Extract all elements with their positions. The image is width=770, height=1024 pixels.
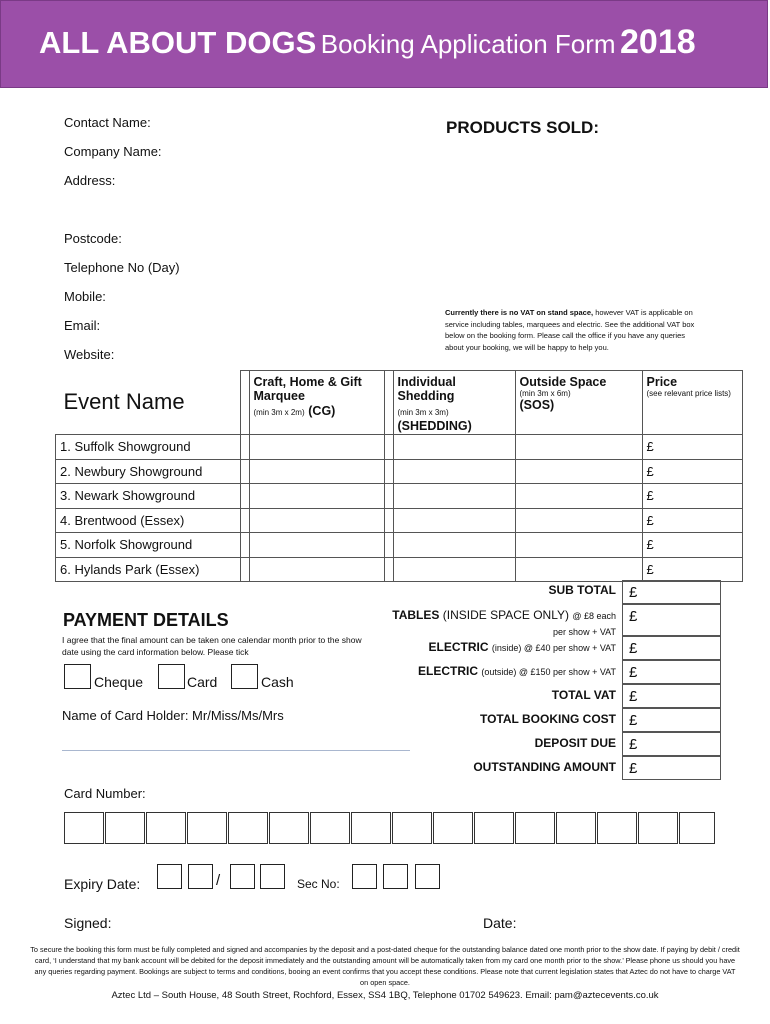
col-price-header [642,371,742,435]
contact-name-label: Contact Name: [64,115,151,130]
price-cell[interactable]: £ [642,435,742,460]
payment-details-heading: PAYMENT DETAILS [63,610,229,630]
tick-cell[interactable] [240,435,249,460]
card-digit-box[interactable] [187,812,227,844]
tick-cell[interactable] [384,459,393,484]
col-craft-code: (CG) [308,404,336,418]
card-digit-box[interactable] [146,812,186,844]
event-row [56,484,743,509]
card-digit-box[interactable] [310,812,350,844]
sub-total-field[interactable]: £ [622,580,721,604]
form-subtitle: Booking Application Form [320,29,616,59]
spacer-cell [240,371,249,435]
signed-label: Signed: [64,915,112,931]
event-name: 6. Hylands Park (Essex) [56,557,241,582]
price-cell[interactable]: £ [642,508,742,533]
tables-per-show: per show + VAT [553,627,616,637]
postcode-label: Postcode: [64,231,122,246]
expiry-digit-box[interactable] [157,864,182,889]
col-price-title: Price [646,375,678,389]
col-craft-size: (min 3m x 2m) [253,408,305,417]
event-name: 2. Newbury Showground [56,459,241,484]
tick-cell[interactable] [240,459,249,484]
total-booking-field[interactable]: £ [622,708,721,732]
total-booking-label [480,712,616,726]
outstanding-field[interactable]: £ [622,756,721,780]
card-holder-label: Name of Card Holder: Mr/Miss/Ms/Mrs [62,708,284,723]
price-cell[interactable]: £ [642,557,742,582]
event-row [56,533,743,558]
col-outside-header [515,371,642,435]
card-digit-box[interactable] [597,812,637,844]
tick-cell[interactable] [384,557,393,582]
tables-bold: TABLES [392,608,440,622]
outstanding-text: OUTSTANDING AMOUNT [473,760,616,774]
company-address: Aztec Ltd – South House, 48 South Street, Rochford, Essex, SS4 1BQ, Telephone 01702 549623. Email: pam@aztecevents.co.uk [111,990,659,1001]
electric-outside-field[interactable]: £ [622,660,721,684]
col-outside-title: Outside Space [519,375,607,389]
shedding-cell[interactable] [393,533,515,558]
expiry-digit-box[interactable] [260,864,285,889]
sub-total-text: SUB TOTAL [548,583,616,597]
vat-note-bold: Currently there is no VAT on stand space, [445,308,594,317]
col-shedding-size: (min 3m x 3m) [397,408,449,417]
card-digit-box[interactable] [228,812,268,844]
shedding-cell[interactable] [393,557,515,582]
terms-text: To secure the booking this form must be fully completed and signed and accompanies by the deposit and a post-dated cheque for the outstanding balance dated one month prior to the show date. If paying by debit / credit card, ‘I understand that my bank account will be debited for the deposit immediately and the outstanding amount will be automatically taken from my card one month prior to the show.’ Please phone us should you have any queries regarding payment. Bookings are subject to terms and conditions, booing an event confirms that you accept these conditions. Please note that current legislation states that Aztec do not have to charge VAT on open space. [30,945,740,987]
outside-cell[interactable] [515,459,642,484]
card-digit-box[interactable] [515,812,555,844]
col-shedding-title: Individual Shedding [397,375,456,403]
tables-rest: (INSIDE SPACE ONLY) [442,608,569,622]
tick-cell[interactable] [240,557,249,582]
card-digit-box[interactable] [638,812,678,844]
event-name: 3. Newark Showground [56,484,241,509]
craft-cell[interactable] [249,484,384,509]
shedding-cell[interactable] [393,459,515,484]
expiry-digit-box[interactable] [230,864,255,889]
electric-inside-bold: ELECTRIC [428,640,489,654]
card-number-label: Card Number: [64,786,146,801]
sec-digit-box[interactable] [352,864,377,889]
outside-cell[interactable] [515,557,642,582]
total-vat-label [552,688,616,702]
shedding-cell[interactable] [393,484,515,509]
tables-field[interactable]: £ [622,604,721,636]
tick-cell[interactable] [240,533,249,558]
craft-cell[interactable] [249,557,384,582]
expiry-slash: / [216,872,221,889]
tables-label [392,608,616,640]
event-row [56,508,743,533]
deposit-label [535,736,616,750]
event-row [56,435,743,460]
col-price-note: (see relevant price lists) [646,389,731,398]
craft-cell[interactable] [249,435,384,460]
electric-outside-bold: ELECTRIC [418,664,479,678]
payment-agree-text: I agree that the final amount can be taken one calendar month prior to the show date using the card information below. Please tick [62,635,362,657]
electric-inside-field[interactable]: £ [622,636,721,660]
form-title [39,23,696,62]
total-booking-text: TOTAL BOOKING COST [479,712,616,726]
card-digit-box[interactable] [351,812,391,844]
card-checkbox[interactable] [158,664,185,689]
expiry-label: Expiry Date: [64,876,141,892]
address-label: Address: [64,173,116,188]
expiry-digit-box[interactable] [188,864,213,889]
outside-cell[interactable] [515,484,642,509]
electric-inside-label [429,640,616,654]
price-cell[interactable]: £ [642,533,742,558]
tick-cell[interactable] [384,435,393,460]
tick-cell[interactable] [240,508,249,533]
total-vat-text: TOTAL VAT [551,688,616,702]
craft-cell[interactable] [249,533,384,558]
tick-cell[interactable] [384,508,393,533]
card-digit-box[interactable] [392,812,432,844]
card-digit-box[interactable] [474,812,514,844]
website-label: Website: [64,347,115,362]
shedding-cell[interactable] [393,508,515,533]
col-craft-header [249,371,384,435]
outstanding-label [473,760,616,774]
event-table [55,370,743,582]
outside-cell[interactable] [515,533,642,558]
outside-cell[interactable] [515,508,642,533]
deposit-field[interactable]: £ [622,732,721,756]
craft-cell[interactable] [249,459,384,484]
products-sold-heading: PRODUCTS SOLD: [446,118,599,137]
card-digit-box[interactable] [679,812,715,844]
brand-title: ALL ABOUT DOGS [39,25,317,60]
card-digit-box[interactable] [556,812,596,844]
outside-cell[interactable] [515,435,642,460]
price-cell[interactable]: £ [642,484,742,509]
company-name-label: Company Name: [64,144,162,159]
col-shedding-code: (SHEDDING) [397,419,472,433]
cash-checkbox[interactable] [231,664,258,689]
card-label: Card [187,674,218,690]
card-digit-box[interactable] [269,812,309,844]
event-name: 1. Suffolk Showground [56,435,241,460]
email-label: Email: [64,318,101,333]
header-banner [0,0,768,88]
col-outside-size: (min 3m x 6m) [519,389,571,398]
tick-cell[interactable] [240,484,249,509]
col-outside-code: (SOS) [519,398,555,412]
event-name: 4. Brentwood (Essex) [56,508,241,533]
cash-label: Cash [261,674,294,690]
card-digit-box[interactable] [64,812,104,844]
vat-note-text: however VAT is applicable on service including tables, marquees and electric. See the additional VAT box below on the booking form. Please call the office if you have any queries about your booking, we will be happy to help you. [445,308,695,352]
mobile-label: Mobile: [64,289,106,304]
event-name: 5. Norfolk Showground [56,533,241,558]
electric-outside-label [418,664,616,678]
tick-cell[interactable] [384,533,393,558]
electric-inside-rest: (inside) @ £40 per show + VAT [491,643,616,653]
deposit-text: DEPOSIT DUE [534,736,616,750]
tables-price: @ £8 each [572,611,616,621]
sec-no-label: Sec No: [297,877,340,891]
sub-total-label [548,583,616,597]
date-label: Date: [483,915,517,931]
price-cell[interactable]: £ [642,459,742,484]
electric-outside-rest: (outside) @ £150 per show + VAT [481,667,616,677]
card-holder-line[interactable] [62,750,410,751]
vat-note [445,307,705,353]
event-name-header: Event Name [63,389,185,415]
card-digit-box[interactable] [433,812,473,844]
event-row [56,459,743,484]
sec-digit-box[interactable] [415,864,440,889]
form-year: 2018 [620,23,696,61]
cheque-label: Cheque [94,674,144,690]
sec-digit-box[interactable] [383,864,408,889]
telephone-label: Telephone No (Day) [64,260,180,275]
shedding-cell[interactable] [393,435,515,460]
spacer-cell [384,371,393,435]
event-row [56,557,743,582]
craft-cell[interactable] [249,508,384,533]
col-shedding-header [393,371,515,435]
tick-cell[interactable] [384,484,393,509]
total-vat-field[interactable]: £ [622,684,721,708]
cheque-checkbox[interactable] [64,664,91,689]
card-digit-box[interactable] [105,812,145,844]
col-craft-title: Craft, Home & Gift Marquee [253,375,362,403]
